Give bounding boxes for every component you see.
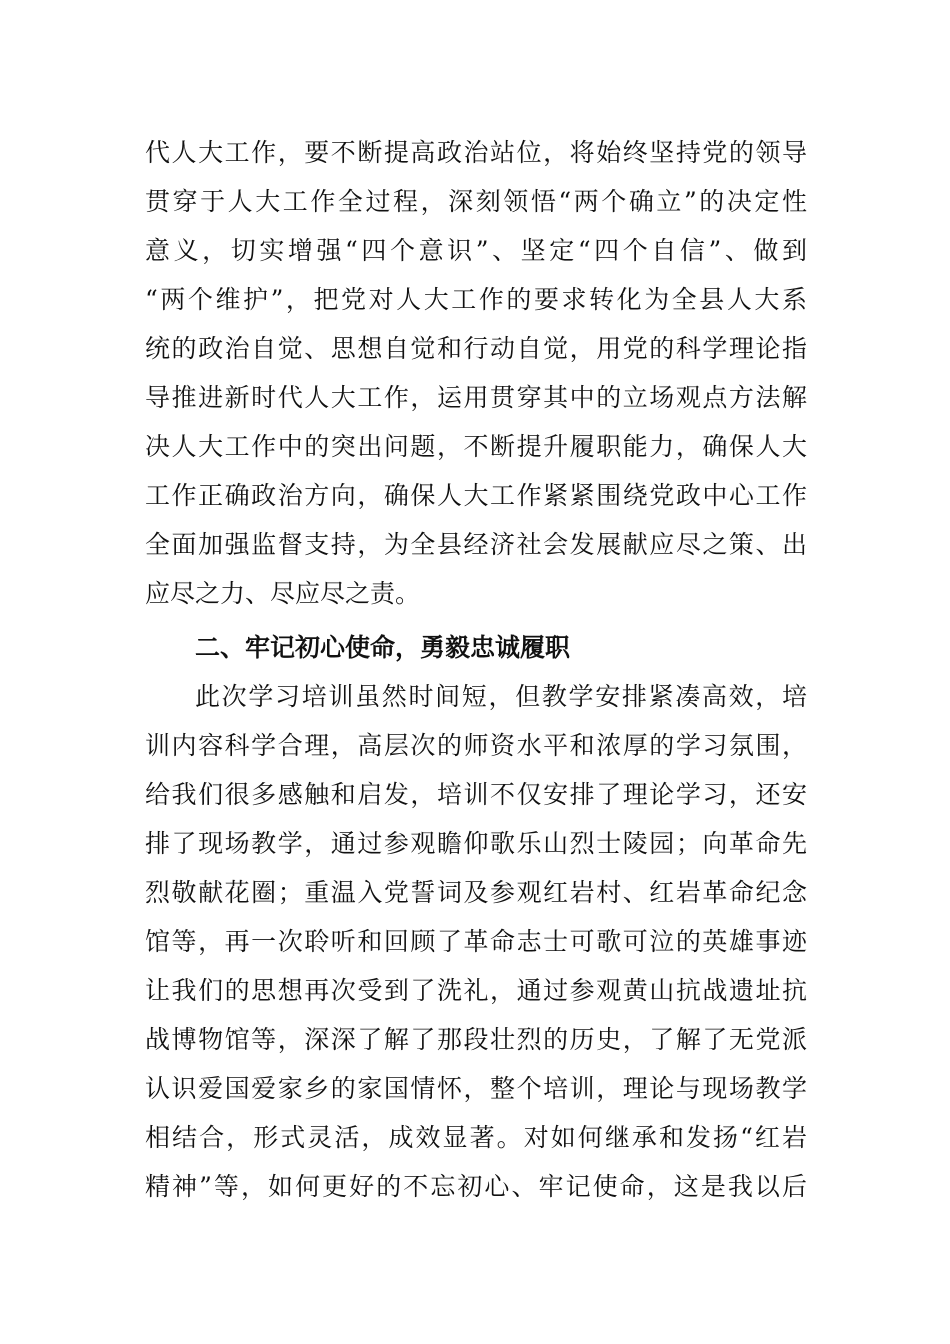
paragraph-line: 认识爱国爱家乡的家国情怀，整个培训，理论与现场教学 [145,1074,807,1103]
paragraph-line: 相结合，形式灵活，成效显著。对如何继承和发扬“红岩 [145,1123,807,1152]
paragraph-line: 导推进新时代人大工作，运用贯穿其中的立场观点方法解 [145,383,807,412]
paragraph-line: 代人大工作，要不断提高政治站位，将始终坚持党的领导 [145,138,807,167]
paragraph-line: 意义，切实增强“四个意识”、坚定“四个自信”、做到 [145,236,807,265]
paragraph-line: 统的政治自觉、思想自觉和行动自觉，用党的科学理论指 [145,334,807,363]
paragraph-line: 全面加强监督支持，为全县经济社会发展献应尽之策、出 [145,530,807,559]
paragraph-line: 贯穿于人大工作全过程，深刻领悟“两个确立”的决定性 [145,187,807,216]
section-heading: 二、牢记初心使命，勇毅忠诚履职 [195,633,571,662]
paragraph-line: 精神”等，如何更好的不忘初心、牢记使命，这是我以后 [145,1172,807,1201]
paragraph-line: 烈敬献花圈；重温入党誓词及参观红岩村、红岩革命纪念 [145,878,807,907]
paragraph-line: 工作正确政治方向，确保人大工作紧紧围绕党政中心工作 [145,481,807,510]
paragraph-line: 战博物馆等，深深了解了那段壮烈的历史，了解了无党派 [145,1025,807,1054]
paragraph-line: 应尽之力、尽应尽之责。 [145,579,421,608]
paragraph-line: 排了现场教学，通过参观瞻仰歌乐山烈士陵园；向革命先 [145,829,807,858]
paragraph-line: 训内容科学合理，高层次的师资水平和浓厚的学习氛围， [145,731,807,760]
paragraph-line: 给我们很多感触和启发，培训不仅安排了理论学习，还安 [145,780,807,809]
paragraph-line: “两个维护”，把党对人大工作的要求转化为全县人大系 [145,285,807,314]
paragraph-line: 此次学习培训虽然时间短，但教学安排紧凑高效，培 [195,682,807,711]
paragraph-line: 决人大工作中的突出问题，不断提升履职能力，确保人大 [145,432,807,461]
paragraph-line: 让我们的思想再次受到了洗礼，通过参观黄山抗战遗址抗 [145,976,807,1005]
paragraph-line: 馆等，再一次聆听和回顾了革命志士可歌可泣的英雄事迹 [145,927,807,956]
